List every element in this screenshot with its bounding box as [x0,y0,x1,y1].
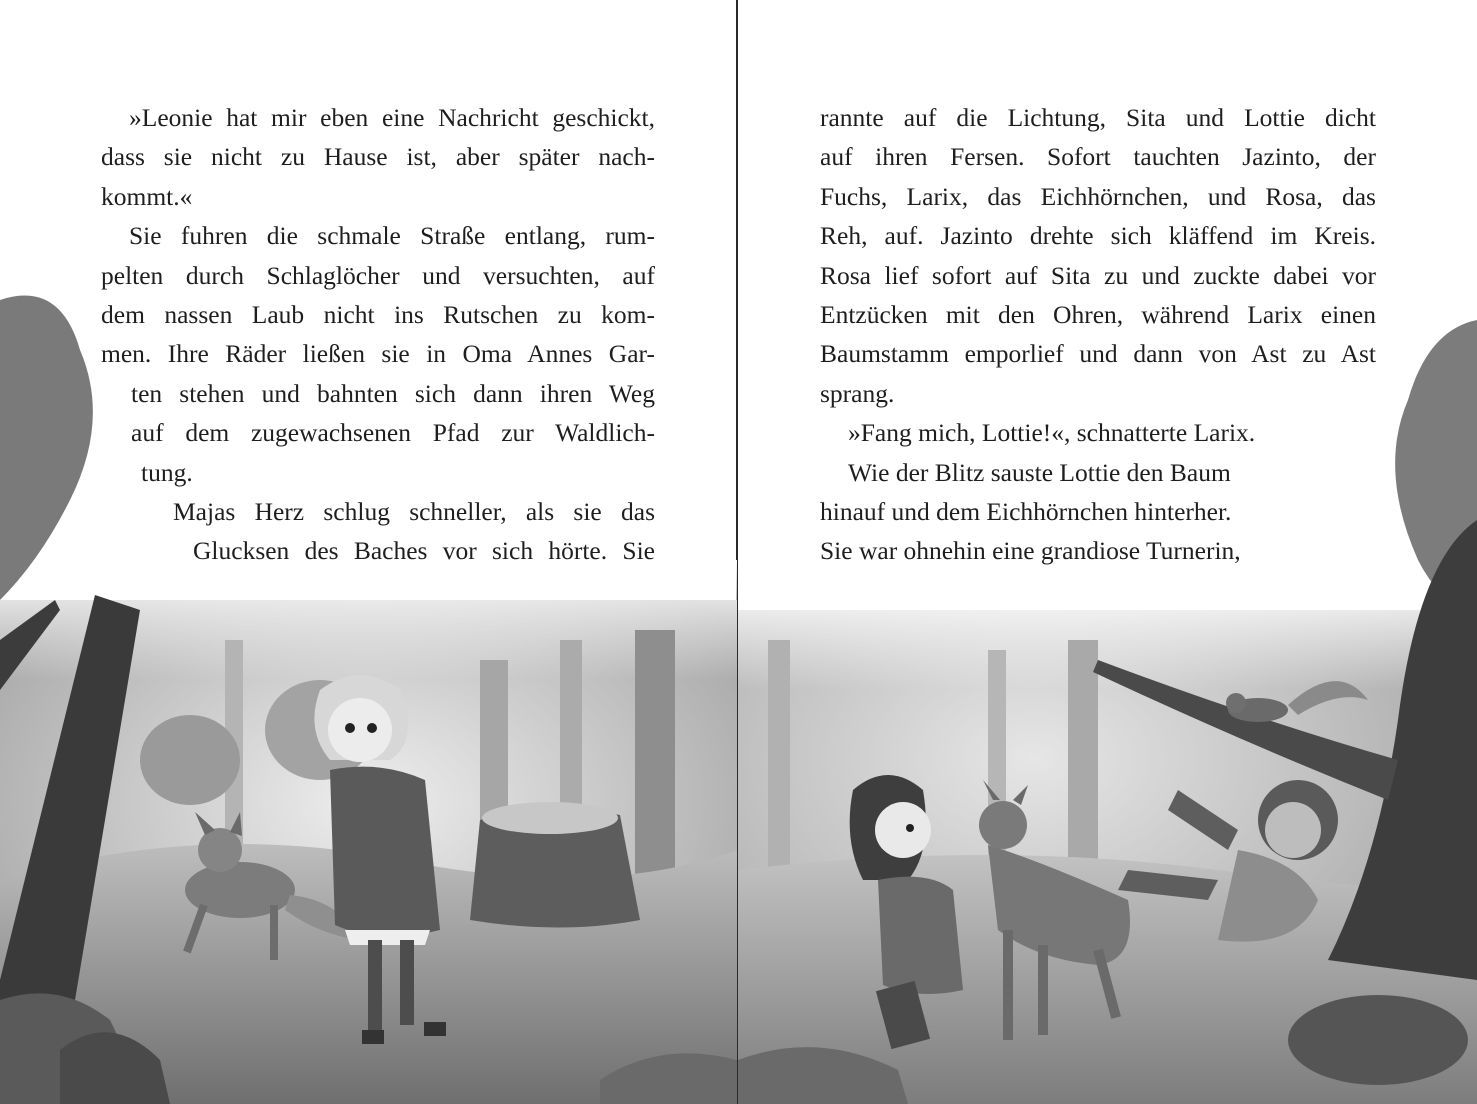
text-line: kommt.« [101,181,193,211]
text-line: pelten durch Schlaglöcher und versuchten, auf [101,260,655,290]
stump-top [482,802,618,834]
right-page [738,0,1477,1104]
text-line: Reh, auf. Jazinto drehte sich kläffend im Kreis. [820,221,1376,251]
text-line: »Fang mich, Lottie!«, schnatterte Larix. [848,418,1256,448]
text-line: Majas Herz schlug schneller, als sie das [173,496,655,526]
text-line: sprang. [820,378,895,408]
text-line: ten stehen und bahnten sich dann ihren Weg [131,378,655,408]
text-line: »Leonie hat mir eben eine Nachricht geschickt, [129,103,655,132]
text-line: Rosa lief sofort auf Sita zu und zuckte dabei vor [820,260,1376,290]
text-line: Glucksen des Baches vor sich hörte. Sie [193,536,655,566]
text-line: dem nassen Laub nicht ins Rutschen zu kom- [101,299,655,329]
text-line: auf ihren Fersen. Sofort tauchten Jazinto, der [820,142,1376,172]
text-line: tung. [141,457,193,487]
text-line: Wie der Blitz sauste Lottie den Baum [848,457,1231,487]
left-page [0,0,737,1104]
text-line: dass sie nicht zu Hause ist, aber später nach- [101,142,655,172]
text-line: Sie fuhren die schmale Straße entlang, rum- [129,221,655,251]
text-line: rannte auf die Lichtung, Sita und Lottie dicht [820,103,1376,132]
text-line: auf dem zugewachsenen Pfad zur Waldlich- [131,418,655,448]
left-page-text [101,98,655,571]
text-line: Sie war ohnehin eine grandiose Turnerin, [820,536,1241,566]
text-line: hinauf und dem Eichhörnchen hinterher. [820,496,1232,526]
distant-tree-trunk [768,640,790,900]
text-line: Fuchs, Larix, das Eichhörnchen, und Rosa, das [820,181,1376,211]
text-line: men. Ihre Räder ließen sie in Oma Annes Gar- [101,339,655,369]
rock [140,715,240,805]
rock [1288,995,1468,1085]
text-line: Entzücken mit den Ohren, während Larix einen [820,299,1376,329]
text-line: Baumstamm emporlief und dann von Ast zu Ast [820,339,1376,369]
right-page-text [820,98,1376,571]
